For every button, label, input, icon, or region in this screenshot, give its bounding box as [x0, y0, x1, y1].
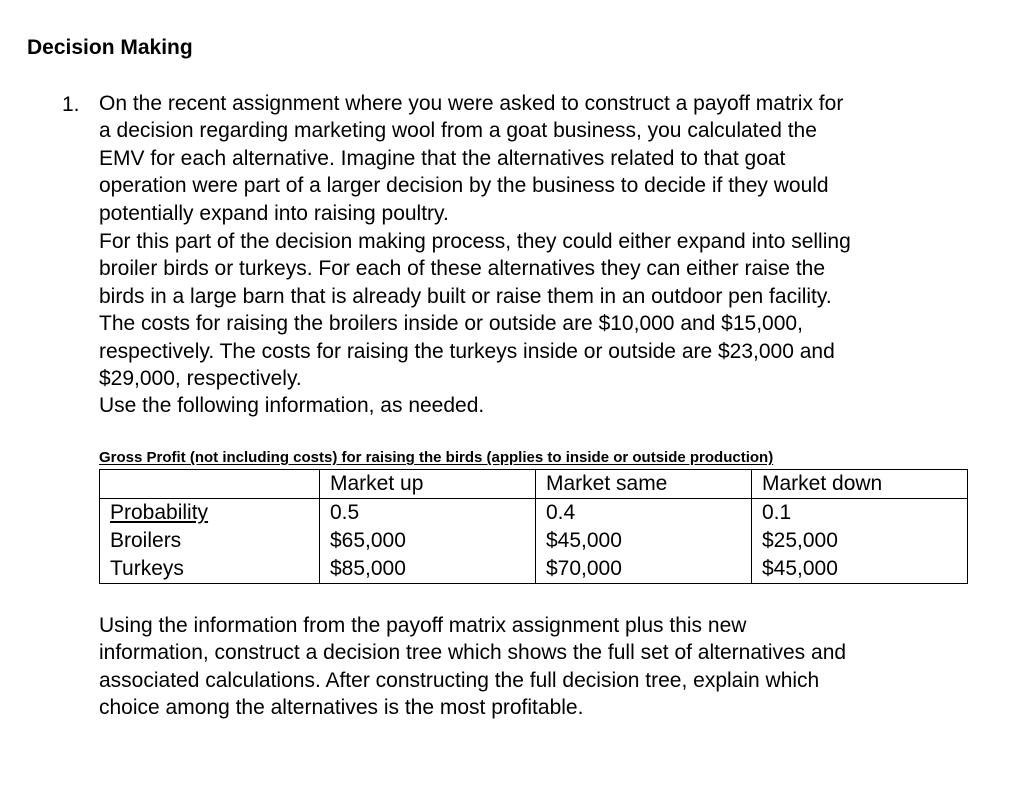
text-line: The costs for raising the broilers inside or outside are $10,000 and $15,000, [99, 312, 803, 336]
page-heading: Decision Making [27, 36, 193, 59]
table-cell: $70,000 [536, 555, 752, 584]
table-header-row [100, 470, 968, 499]
text-line: birds in a large barn that is already built or raise them in an outdoor pen facility. [99, 284, 832, 308]
text-line: a decision regarding marketing wool from a goat business, you calculated the [99, 119, 817, 143]
table-cell: $65,000 [320, 527, 536, 555]
text-line: respectively. The costs for raising the turkeys inside or outside are $23,000 and [99, 339, 835, 363]
table-row-probability [100, 499, 968, 528]
row-label-turkeys: Turkeys [100, 555, 320, 584]
text-line: $29,000, respectively. [99, 367, 302, 391]
table-cell: $25,000 [752, 527, 968, 555]
table-caption: Gross Profit (not including costs) for raising the birds (applies to inside or outside production) [99, 449, 774, 466]
text-line: EMV for each alternative. Imagine that the alternatives related to that goat [99, 146, 786, 170]
text-line: broiler birds or turkeys. For each of these alternatives they can either raise the [99, 257, 826, 281]
text-line: For this part of the decision making process, they could either expand into selling [99, 230, 851, 253]
row-label-broilers: Broilers [100, 527, 320, 555]
text-line: On the recent assignment where you were asked to construct a payoff matrix for [99, 92, 844, 115]
header-cell-market-same: Market same [536, 470, 752, 499]
table-cell: $85,000 [320, 555, 536, 584]
text-line: choice among the alternatives is the most profitable. [99, 696, 584, 720]
costs-paragraph [99, 228, 999, 392]
table-row-broilers [100, 527, 968, 555]
instruction-paragraph [99, 392, 999, 419]
gross-profit-table [99, 469, 968, 584]
probability-label: Probability [110, 501, 209, 524]
header-cell-market-down: Market down [752, 470, 968, 499]
text-line: associated calculations. After constructing the full decision tree, explain which [99, 668, 820, 692]
task-paragraph [99, 612, 999, 722]
text-line: information, construct a decision tree which shows the full set of alternatives and [99, 641, 847, 665]
table-cell: $45,000 [536, 527, 752, 555]
question-intro-paragraph [99, 90, 999, 227]
text-line: operation were part of a larger decision by the business to decide if they would [99, 174, 829, 198]
table-row-turkeys [100, 555, 968, 584]
table-cell: 0.1 [752, 499, 968, 528]
question-number: 1. [62, 93, 80, 116]
table-cell: 0.5 [320, 499, 536, 528]
text-line: Using the information from the payoff matrix assignment plus this new [99, 614, 747, 637]
text-line: Use the following information, as needed. [99, 394, 485, 417]
header-cell-empty [100, 470, 320, 499]
text-line: potentially expand into raising poultry. [99, 201, 449, 225]
header-cell-market-up: Market up [320, 470, 536, 499]
table-cell: $45,000 [752, 555, 968, 584]
table-cell: 0.4 [536, 499, 752, 528]
row-label-probability [100, 499, 320, 528]
